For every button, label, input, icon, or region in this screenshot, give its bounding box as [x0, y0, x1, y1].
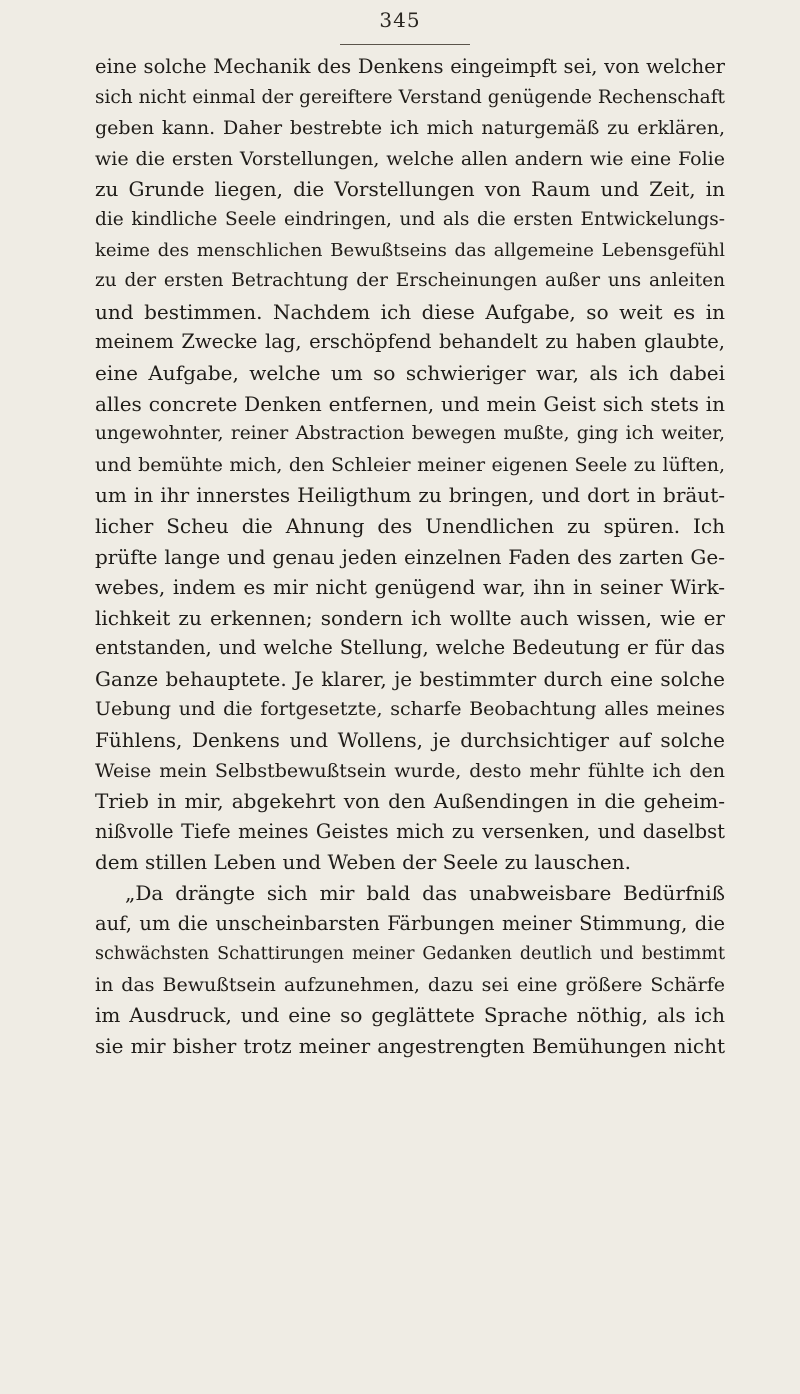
text-line: in das Bewußtsein aufzunehmen, dazu sei eine größere Schärfe [95, 973, 725, 996]
text-line: „Da drängte sich mir bald das unabweisbare Bedürfniß [125, 881, 725, 906]
text-line: entstanden, und welche Stellung, welche Bedeutung er für das [95, 636, 725, 660]
text-line: wie die ersten Vorstellungen, welche allen andern wie eine Folie [95, 147, 725, 170]
text-line: und bestimmen. Nachdem ich diese Aufgabe, so weit es in [95, 299, 725, 324]
text-line: im Ausdruck, und eine so geglättete Sprache nöthig, als ich [95, 1003, 725, 1028]
page-number: 345 [379, 8, 421, 32]
text-line: lichkeit zu erkennen; sondern ich wollte auch wissen, wie er [95, 605, 725, 630]
text-line: meinem Zwecke lag, erschöpfend behandelt zu haben glaubte, [95, 330, 725, 354]
text-line: keime des menschlichen Bewußtseins das allgemeine Lebensgefühl [95, 239, 725, 261]
text-line: schwächsten Schattirungen meiner Gedanken deutlich und bestimmt [95, 944, 725, 965]
text-line: eine solche Mechanik des Denkens eingeimpft sei, von welcher [95, 55, 725, 78]
text-line: eine Aufgabe, welche um so schwieriger war, als ich dabei [95, 360, 725, 385]
text-line: Trieb in mir, abgekehrt von den Außendingen in die geheim- [95, 789, 725, 814]
text-line: sich nicht einmal der gereiftere Verstand genügende Rechenschaft [95, 86, 725, 108]
text-line: auf, um die unscheinbarsten Färbungen meiner Stimmung, die [95, 911, 725, 935]
body-text [95, 52, 725, 1062]
text-line: Uebung und die fortgesetzte, scharfe Beobachtung alles meines [95, 698, 725, 721]
text-line: nißvolle Tiefe meines Geistes mich zu versenken, und daselbst [95, 819, 725, 843]
header-rule [340, 44, 470, 45]
text-line: zu der ersten Betrachtung der Erscheinungen außer uns anleiten [95, 270, 725, 292]
text-line: alles concrete Denken entfernen, und mein Geist sich stets in [95, 391, 725, 416]
text-line: geben kann. Daher bestrebte ich mich naturgemäß zu erklären, [95, 117, 725, 140]
text-line: licher Scheu die Ahnung des Unendlichen zu spüren. Ich [95, 513, 725, 538]
text-line: Fühlens, Denkens und Wollens, je durchsichtiger auf solche [95, 728, 725, 753]
text-line: webes, indem es mir nicht genügend war, ihn in seiner Wirk- [95, 575, 725, 600]
text-line: dem stillen Leben und Weben der Seele zu lauschen. [95, 850, 631, 875]
text-line: um in ihr innerstes Heiligthum zu bringen, und dort in bräut- [95, 483, 725, 508]
text-line: Weise mein Selbstbewußtsein wurde, desto mehr fühlte ich den [95, 759, 725, 782]
text-line: zu Grunde liegen, die Vorstellungen von Raum und Zeit, in [95, 177, 725, 202]
text-line: Ganze behauptete. Je klarer, je bestimmter durch eine solche [95, 666, 725, 691]
text-line: die kindliche Seele eindringen, und als die ersten Entwickelungs- [95, 208, 725, 230]
text-line: prüfte lange und genau jeden einzelnen Faden des zarten Ge- [95, 544, 725, 569]
text-line: sie mir bisher trotz meiner angestrengten Bemühungen nicht [95, 1034, 725, 1058]
text-line: und bemühte mich, den Schleier meiner eigenen Seele zu lüften, [95, 453, 725, 476]
text-line: ungewohnter, reiner Abstraction bewegen mußte, ging ich weiter, [95, 423, 725, 445]
